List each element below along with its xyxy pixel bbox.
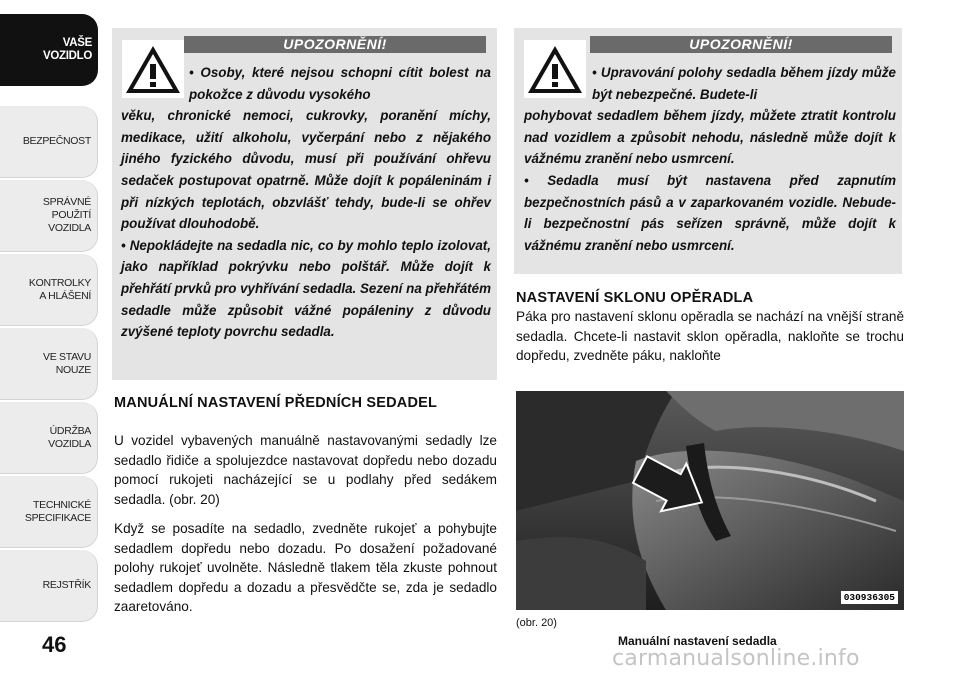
tab-spravne-pouziti[interactable]: SPRÁVNÉ POUŽITÍ VOZIDLA [0,180,98,252]
section-heading-backrest: NASTAVENÍ SKLONU OPĚRADLA [516,290,754,306]
warning-bullet-1-lead: • Osoby, které nejsou schopni cítit bolest na pokožce z důvodu vysokého [189,65,491,102]
warning-bullet-2: • Nepokládejte na sedadla nic, co by mohlo teplo izolovat, jako například pokrývku nebo polštář. Může dojít k přehřátí prvků pro vyhřívání sedadla. Sezení na přehřátém sedadle může způsobit vážné popáleniny z důvodu zvýšené teploty povrchu sedadla. [121,237,491,340]
warning-box-left [112,28,497,380]
page-number: 46 [42,632,67,657]
watermark: carmanualsonline.info [612,646,860,671]
figure-code: 030936305 [841,591,898,604]
warning-box-right [514,28,902,274]
paragraph: Když se posadíte na sedadlo, zvedněte rukojeť a pohybujte sedadlem dopředu nebo dozadu. Po dosažení požadované polohy rukojeť uvolněte. Následně tlakem těla zkuste pohnout sedadlem dopředu a dozadu a přesvědčte se, zda je sedadlo zaaretováno. [114,521,497,614]
tab-rejstrik[interactable]: REJSTŘÍK [0,550,98,622]
warning-text [524,62,896,256]
tab-technicke-specifikace[interactable]: TECHNICKÉ SPECIFIKACE [0,476,98,548]
warning-bullet-1-rest: pohybovat sedadlem během jízdy, můžete ztratit kontrolu nad vozidlem a způsobit nehodu, následně může dojít k vážnému zranění nebo usmrcení. [524,108,896,167]
warning-bullet-2: • Sedadla musí být nastavena před zapnutím bezpečnostních pásů a v zaparkovaném vozidle. Nebude-li bezpečnostní pás seřízen správně, může dojít k vážnému zranění nebo usmrcení. [524,172,896,253]
figure-caption: Manuální nastavení sedadla [618,634,777,648]
seat-lever-illustration [516,391,904,610]
warning-title: UPOZORNĚNÍ! [590,36,892,53]
figure-label: (obr. 20) [516,617,557,629]
warning-text [121,62,491,343]
tab-bezpecnost[interactable]: BEZPEČNOST [0,106,98,178]
warning-title: UPOZORNĚNÍ! [184,36,486,53]
paragraph: Páka pro nastavení sklonu opěradla se nachází na vnější straně sedadla. Chcete-li nastavit sklon opěradla, nakloňte se trochu dopředu, zvedněte páku, nakloňte [516,309,904,363]
paragraph: U vozidel vybavených manuálně nastavovanými sedadly lze sedadlo řidiče a spolujezdce nastavovat dopředu nebo dozadu pomocí rukojeti nacházející se u podlahy před sedákem sedadla. (obr. 20) [114,433,497,507]
warning-bullet-1-lead: • Upravování polohy sedadla během jízdy může být nebezpečné. Budete-li [592,65,896,102]
tab-ve-stavu-nouze[interactable]: VE STAVU NOUZE [0,328,98,400]
section-heading-manual-seats: MANUÁLNÍ NASTAVENÍ PŘEDNÍCH SEDADEL [114,395,438,411]
tab-udrzba[interactable]: ÚDRŽBA VOZIDLA [0,402,98,474]
tab-kontrolky[interactable]: KONTROLKY A HLÁŠENÍ [0,254,98,326]
warning-bullet-1-rest: věku, chronické nemoci, cukrovky, poranění míchy, medikace, užití alkoholu, vyčerpání nebo z nějakého jiného fyzického důvodu, musí při používání ohřevu sedaček postupovat opatrně. Může dojít k popáleninám i při nízkých teplotách, obzvlášť tehdy, bude-li se ohřev používat dlouhodobě. [121,108,491,232]
tab-vase-vozidlo[interactable]: VAŠE VOZIDLO [0,14,98,86]
seat-adjustment-photo [516,391,904,610]
